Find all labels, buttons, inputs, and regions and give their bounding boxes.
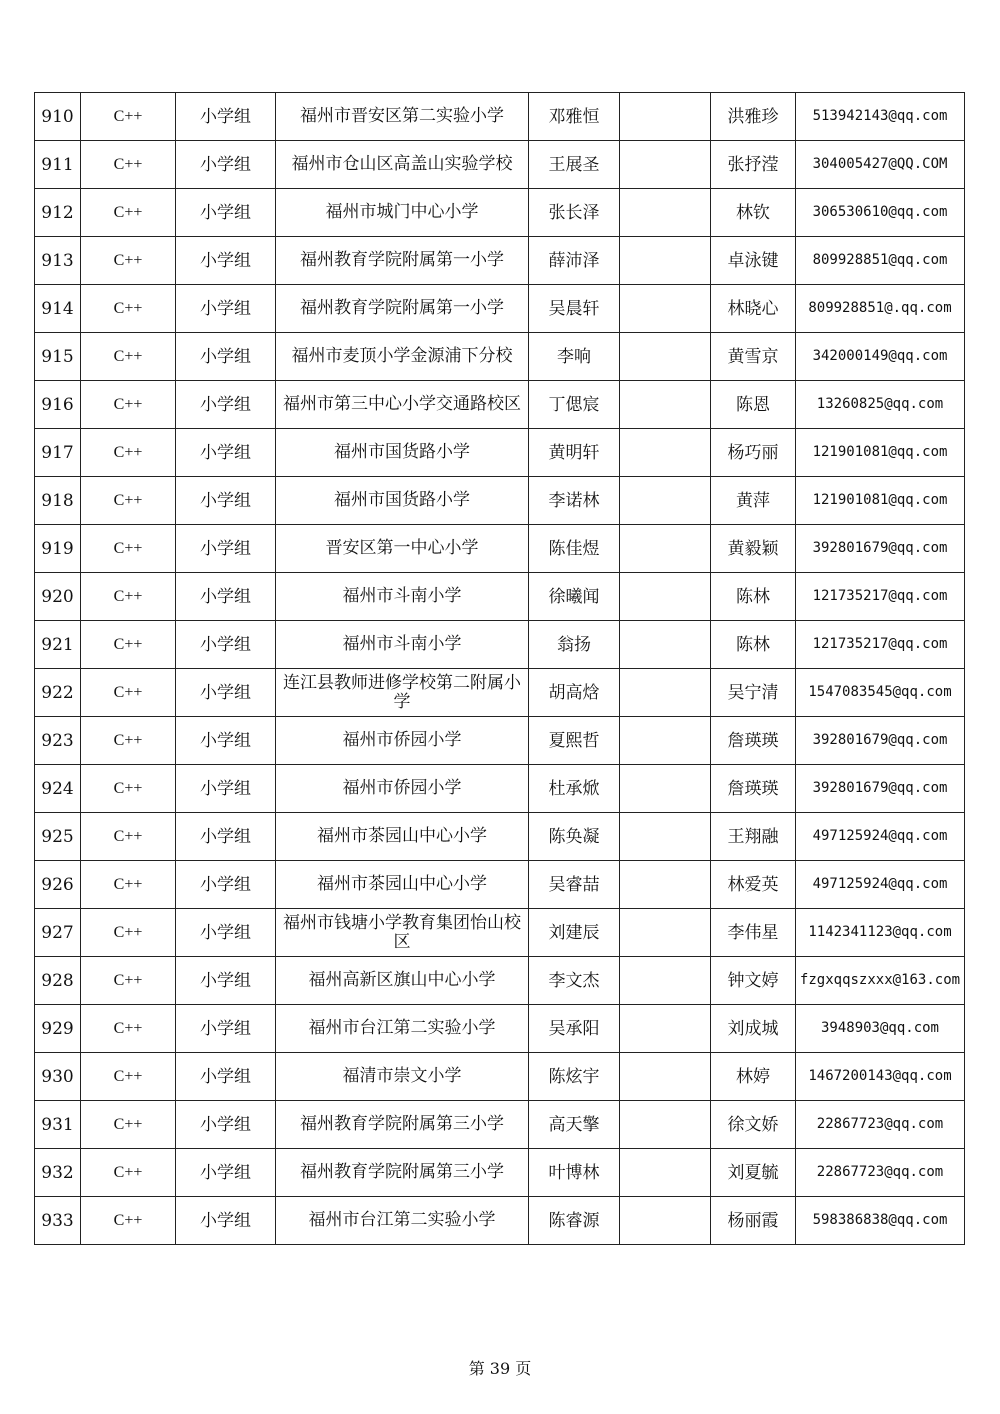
teacher-name-cell: 洪雅珍	[711, 93, 796, 141]
email-cell: 392801679@qq.com	[796, 717, 965, 765]
email-cell: 22867723@qq.com	[796, 1149, 965, 1197]
row-number: 910	[35, 93, 81, 141]
student-name-cell: 吴承阳	[529, 1005, 620, 1053]
empty-cell	[620, 1101, 711, 1149]
email-cell: fzgxqqszxxx@163.com	[796, 957, 965, 1005]
email-cell: 513942143@qq.com	[796, 93, 965, 141]
teacher-name-cell: 李伟星	[711, 909, 796, 957]
email-cell: 306530610@qq.com	[796, 189, 965, 237]
email-cell: 1547083545@qq.com	[796, 669, 965, 717]
empty-cell	[620, 189, 711, 237]
student-name-cell: 吴晨轩	[529, 285, 620, 333]
school-cell: 福州市茶园山中心小学	[276, 813, 529, 861]
school-cell: 福清市崇文小学	[276, 1053, 529, 1101]
teacher-name-cell: 王翔融	[711, 813, 796, 861]
table-row	[35, 333, 965, 381]
email-cell: 304005427@QQ.COM	[796, 141, 965, 189]
email-cell: 342000149@qq.com	[796, 333, 965, 381]
teacher-name-cell: 张抒滢	[711, 141, 796, 189]
student-name-cell: 杜承焮	[529, 765, 620, 813]
empty-cell	[620, 333, 711, 381]
table-row	[35, 93, 965, 141]
teacher-name-cell: 林晓心	[711, 285, 796, 333]
student-name-cell: 翁扬	[529, 621, 620, 669]
email-cell: 598386838@qq.com	[796, 1197, 965, 1245]
teacher-name-cell: 杨巧丽	[711, 429, 796, 477]
student-name-cell: 李诺林	[529, 477, 620, 525]
language-cell: C++	[81, 189, 176, 237]
student-name-cell: 叶博林	[529, 1149, 620, 1197]
school-cell: 福州市斗南小学	[276, 573, 529, 621]
email-cell: 392801679@qq.com	[796, 765, 965, 813]
group-cell: 小学组	[176, 1005, 276, 1053]
row-number: 932	[35, 1149, 81, 1197]
table-row	[35, 909, 965, 957]
group-cell: 小学组	[176, 1053, 276, 1101]
row-number: 926	[35, 861, 81, 909]
table-row	[35, 429, 965, 477]
row-number: 923	[35, 717, 81, 765]
empty-cell	[620, 957, 711, 1005]
school-cell: 福州教育学院附属第一小学	[276, 237, 529, 285]
school-cell: 福州市台江第二实验小学	[276, 1005, 529, 1053]
group-cell: 小学组	[176, 669, 276, 717]
email-cell: 121901081@qq.com	[796, 477, 965, 525]
email-cell: 1142341123@qq.com	[796, 909, 965, 957]
language-cell: C++	[81, 1149, 176, 1197]
language-cell: C++	[81, 861, 176, 909]
table-row	[35, 141, 965, 189]
student-name-cell: 黄明轩	[529, 429, 620, 477]
language-cell: C++	[81, 237, 176, 285]
row-number: 918	[35, 477, 81, 525]
teacher-name-cell: 陈林	[711, 573, 796, 621]
empty-cell	[620, 717, 711, 765]
row-number: 915	[35, 333, 81, 381]
empty-cell	[620, 381, 711, 429]
row-number: 913	[35, 237, 81, 285]
school-cell: 福州市国货路小学	[276, 477, 529, 525]
group-cell: 小学组	[176, 1149, 276, 1197]
group-cell: 小学组	[176, 93, 276, 141]
student-name-cell: 徐曦闻	[529, 573, 620, 621]
school-cell: 福州市茶园山中心小学	[276, 861, 529, 909]
student-name-cell: 陈奂凝	[529, 813, 620, 861]
group-cell: 小学组	[176, 765, 276, 813]
school-cell: 福州教育学院附属第一小学	[276, 285, 529, 333]
group-cell: 小学组	[176, 717, 276, 765]
empty-cell	[620, 909, 711, 957]
table-row	[35, 189, 965, 237]
school-cell: 福州市侨园小学	[276, 717, 529, 765]
table-row	[35, 1053, 965, 1101]
row-number: 931	[35, 1101, 81, 1149]
language-cell: C++	[81, 573, 176, 621]
table-row	[35, 621, 965, 669]
language-cell: C++	[81, 525, 176, 573]
row-number: 930	[35, 1053, 81, 1101]
row-number: 912	[35, 189, 81, 237]
empty-cell	[620, 621, 711, 669]
group-cell: 小学组	[176, 237, 276, 285]
teacher-name-cell: 杨丽霞	[711, 1197, 796, 1245]
group-cell: 小学组	[176, 189, 276, 237]
empty-cell	[620, 285, 711, 333]
group-cell: 小学组	[176, 813, 276, 861]
teacher-name-cell: 钟文婷	[711, 957, 796, 1005]
student-name-cell: 高天擎	[529, 1101, 620, 1149]
language-cell: C++	[81, 1197, 176, 1245]
student-name-cell: 陈佳煜	[529, 525, 620, 573]
row-number: 911	[35, 141, 81, 189]
language-cell: C++	[81, 813, 176, 861]
roster-body	[35, 93, 965, 1245]
school-cell: 晋安区第一中心小学	[276, 525, 529, 573]
teacher-name-cell: 刘成城	[711, 1005, 796, 1053]
table-row	[35, 717, 965, 765]
email-cell: 121901081@qq.com	[796, 429, 965, 477]
group-cell: 小学组	[176, 525, 276, 573]
teacher-name-cell: 刘夏毓	[711, 1149, 796, 1197]
language-cell: C++	[81, 93, 176, 141]
school-cell: 福州市仓山区高盖山实验学校	[276, 141, 529, 189]
language-cell: C++	[81, 1053, 176, 1101]
school-cell: 福州市斗南小学	[276, 621, 529, 669]
school-cell: 福州市钱塘小学教育集团怡山校区	[276, 909, 529, 957]
school-cell: 连江县教师进修学校第二附属小学	[276, 669, 529, 717]
school-cell: 福州市第三中心小学交通路校区	[276, 381, 529, 429]
group-cell: 小学组	[176, 429, 276, 477]
teacher-name-cell: 陈林	[711, 621, 796, 669]
group-cell: 小学组	[176, 1197, 276, 1245]
student-name-cell: 夏熙哲	[529, 717, 620, 765]
group-cell: 小学组	[176, 957, 276, 1005]
empty-cell	[620, 477, 711, 525]
empty-cell	[620, 93, 711, 141]
email-cell: 497125924@qq.com	[796, 861, 965, 909]
row-number: 920	[35, 573, 81, 621]
row-number: 919	[35, 525, 81, 573]
student-name-cell: 王展圣	[529, 141, 620, 189]
group-cell: 小学组	[176, 861, 276, 909]
table-row	[35, 381, 965, 429]
table-row	[35, 525, 965, 573]
table-row	[35, 861, 965, 909]
row-number: 921	[35, 621, 81, 669]
empty-cell	[620, 765, 711, 813]
teacher-name-cell: 吴宁清	[711, 669, 796, 717]
student-name-cell: 吴睿喆	[529, 861, 620, 909]
school-cell: 福州市国货路小学	[276, 429, 529, 477]
language-cell: C++	[81, 477, 176, 525]
email-cell: 13260825@qq.com	[796, 381, 965, 429]
language-cell: C++	[81, 381, 176, 429]
school-cell: 福州高新区旗山中心小学	[276, 957, 529, 1005]
school-cell: 福州市台江第二实验小学	[276, 1197, 529, 1245]
language-cell: C++	[81, 141, 176, 189]
empty-cell	[620, 429, 711, 477]
teacher-name-cell: 黄雪京	[711, 333, 796, 381]
empty-cell	[620, 1197, 711, 1245]
language-cell: C++	[81, 717, 176, 765]
table-row	[35, 1197, 965, 1245]
email-cell: 121735217@qq.com	[796, 621, 965, 669]
school-cell: 福州教育学院附属第三小学	[276, 1101, 529, 1149]
row-number: 914	[35, 285, 81, 333]
language-cell: C++	[81, 1101, 176, 1149]
student-name-cell: 薛沛泽	[529, 237, 620, 285]
teacher-name-cell: 林爱英	[711, 861, 796, 909]
email-cell: 809928851@.qq.com	[796, 285, 965, 333]
language-cell: C++	[81, 909, 176, 957]
student-name-cell: 丁偲宸	[529, 381, 620, 429]
teacher-name-cell: 卓泳键	[711, 237, 796, 285]
group-cell: 小学组	[176, 909, 276, 957]
table-row	[35, 477, 965, 525]
email-cell: 22867723@qq.com	[796, 1101, 965, 1149]
group-cell: 小学组	[176, 573, 276, 621]
group-cell: 小学组	[176, 1101, 276, 1149]
table-row	[35, 237, 965, 285]
row-number: 925	[35, 813, 81, 861]
page-number: 第 39 页	[468, 1359, 532, 1378]
email-cell: 1467200143@qq.com	[796, 1053, 965, 1101]
empty-cell	[620, 525, 711, 573]
language-cell: C++	[81, 333, 176, 381]
student-name-cell: 张长泽	[529, 189, 620, 237]
row-number: 916	[35, 381, 81, 429]
language-cell: C++	[81, 429, 176, 477]
table-row	[35, 765, 965, 813]
row-number: 917	[35, 429, 81, 477]
empty-cell	[620, 1053, 711, 1101]
empty-cell	[620, 141, 711, 189]
email-cell: 121735217@qq.com	[796, 573, 965, 621]
empty-cell	[620, 813, 711, 861]
language-cell: C++	[81, 621, 176, 669]
row-number: 924	[35, 765, 81, 813]
group-cell: 小学组	[176, 381, 276, 429]
school-cell: 福州市城门中心小学	[276, 189, 529, 237]
group-cell: 小学组	[176, 141, 276, 189]
row-number: 929	[35, 1005, 81, 1053]
student-name-cell: 李响	[529, 333, 620, 381]
table-row	[35, 813, 965, 861]
teacher-name-cell: 徐文娇	[711, 1101, 796, 1149]
email-cell: 392801679@qq.com	[796, 525, 965, 573]
empty-cell	[620, 861, 711, 909]
row-number: 922	[35, 669, 81, 717]
language-cell: C++	[81, 765, 176, 813]
email-cell: 3948903@qq.com	[796, 1005, 965, 1053]
school-cell: 福州教育学院附属第三小学	[276, 1149, 529, 1197]
teacher-name-cell: 詹瑛瑛	[711, 717, 796, 765]
table-row	[35, 1005, 965, 1053]
student-name-cell: 陈睿源	[529, 1197, 620, 1245]
group-cell: 小学组	[176, 477, 276, 525]
student-name-cell: 陈炫宇	[529, 1053, 620, 1101]
school-cell: 福州市麦顶小学金源浦下分校	[276, 333, 529, 381]
table-row	[35, 1149, 965, 1197]
language-cell: C++	[81, 669, 176, 717]
row-number: 927	[35, 909, 81, 957]
language-cell: C++	[81, 285, 176, 333]
group-cell: 小学组	[176, 285, 276, 333]
empty-cell	[620, 237, 711, 285]
language-cell: C++	[81, 957, 176, 1005]
table-row	[35, 285, 965, 333]
group-cell: 小学组	[176, 621, 276, 669]
teacher-name-cell: 黄毅颖	[711, 525, 796, 573]
student-name-cell: 李文杰	[529, 957, 620, 1005]
teacher-name-cell: 林婷	[711, 1053, 796, 1101]
email-cell: 809928851@qq.com	[796, 237, 965, 285]
student-name-cell: 胡高焓	[529, 669, 620, 717]
row-number: 928	[35, 957, 81, 1005]
group-cell: 小学组	[176, 333, 276, 381]
empty-cell	[620, 1149, 711, 1197]
table-row	[35, 957, 965, 1005]
table-row	[35, 1101, 965, 1149]
school-cell: 福州市侨园小学	[276, 765, 529, 813]
empty-cell	[620, 669, 711, 717]
student-name-cell: 邓雅恒	[529, 93, 620, 141]
table-row	[35, 669, 965, 717]
language-cell: C++	[81, 1005, 176, 1053]
school-cell: 福州市晋安区第二实验小学	[276, 93, 529, 141]
empty-cell	[620, 1005, 711, 1053]
teacher-name-cell: 林钦	[711, 189, 796, 237]
teacher-name-cell: 黄萍	[711, 477, 796, 525]
teacher-name-cell: 陈恩	[711, 381, 796, 429]
teacher-name-cell: 詹瑛瑛	[711, 765, 796, 813]
table-row	[35, 573, 965, 621]
row-number: 933	[35, 1197, 81, 1245]
roster-table	[34, 92, 965, 1245]
student-name-cell: 刘建辰	[529, 909, 620, 957]
empty-cell	[620, 573, 711, 621]
email-cell: 497125924@qq.com	[796, 813, 965, 861]
